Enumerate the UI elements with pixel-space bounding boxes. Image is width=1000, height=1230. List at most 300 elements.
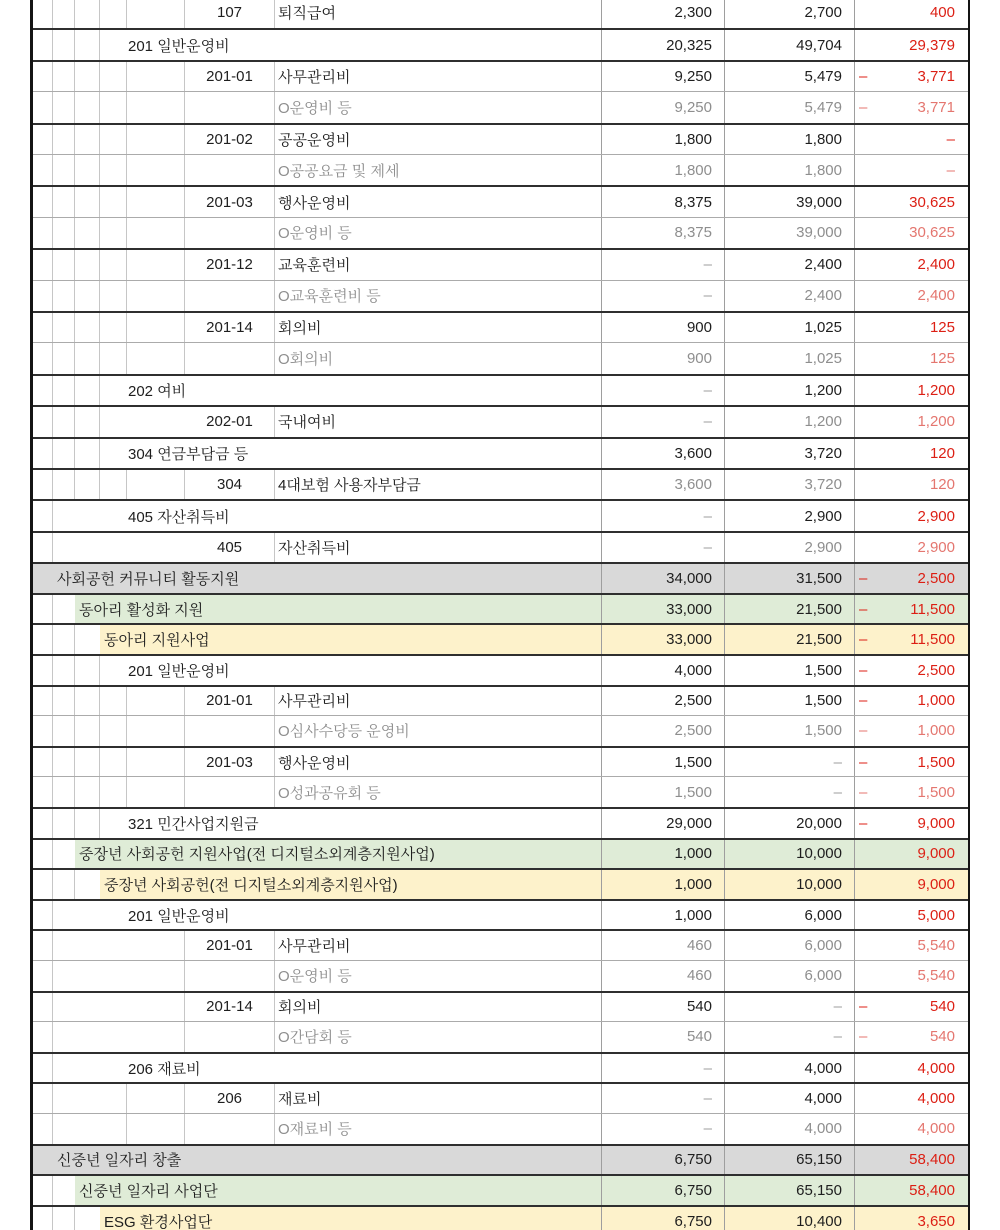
difference-cell bbox=[855, 1207, 968, 1230]
budget-before-cell: 1,000 bbox=[602, 901, 725, 930]
budget-after-cell: 5,479 bbox=[725, 62, 855, 91]
difference-value: 540 bbox=[929, 1028, 955, 1046]
indent-spacer bbox=[127, 313, 185, 342]
indent-spacer bbox=[127, 343, 185, 373]
account-code-cell bbox=[185, 1114, 275, 1144]
budget-after-cell: 4,000 bbox=[725, 1084, 855, 1113]
indent-spacer bbox=[53, 343, 75, 373]
indent-spacer bbox=[75, 155, 100, 185]
difference-value: 30,625 bbox=[909, 193, 955, 211]
budget-after-cell: 6,000 bbox=[725, 961, 855, 991]
table-row bbox=[33, 342, 968, 373]
difference-cell bbox=[855, 376, 968, 405]
table-row bbox=[33, 248, 968, 279]
item-name-cell: 201 일반운영비 bbox=[100, 30, 602, 59]
item-name-cell: 사회공헌 커뮤니티 활동지원 bbox=[33, 564, 602, 593]
difference-value: 1,000 bbox=[917, 692, 955, 710]
difference-cell bbox=[855, 343, 968, 373]
budget-after-cell: 2,700 bbox=[725, 0, 855, 28]
item-name-cell: 신중년 일자리 창출 bbox=[33, 1146, 602, 1175]
account-code-cell: 201-14 bbox=[185, 313, 275, 342]
budget-after-cell: – bbox=[725, 1022, 855, 1052]
item-name-cell: 교육훈련비 bbox=[275, 250, 602, 279]
account-code-cell bbox=[185, 92, 275, 122]
negative-sign: – bbox=[859, 1028, 868, 1046]
indent-spacer bbox=[100, 0, 127, 28]
indent-spacer bbox=[75, 656, 100, 685]
indent-spacer bbox=[53, 187, 75, 216]
negative-sign: – bbox=[859, 722, 868, 740]
budget-before-cell: 900 bbox=[602, 343, 725, 373]
indent-spacer bbox=[75, 687, 100, 716]
item-name-cell: 중장년 사회공헌 지원사업(전 디지털소외계층지원사업) bbox=[75, 840, 602, 869]
budget-before-cell: – bbox=[602, 1084, 725, 1113]
indent-spacer bbox=[75, 30, 100, 59]
indent-spacer bbox=[75, 281, 100, 311]
difference-value: 1,000 bbox=[917, 722, 955, 740]
negative-sign: – bbox=[859, 98, 868, 116]
indent-spacer bbox=[75, 343, 100, 373]
indent-spacer bbox=[127, 777, 185, 807]
negative-sign: – bbox=[859, 600, 868, 618]
item-name-cell: O간담회 등 bbox=[275, 1022, 602, 1052]
indent-spacer bbox=[33, 840, 53, 869]
indent-spacer bbox=[100, 155, 127, 185]
difference-cell bbox=[855, 901, 968, 930]
table-row bbox=[33, 991, 968, 1022]
budget-before-cell: – bbox=[602, 533, 725, 562]
budget-before-cell: 6,750 bbox=[602, 1176, 725, 1205]
indent-spacer bbox=[53, 125, 75, 154]
difference-value: 5,540 bbox=[917, 937, 955, 955]
table-row bbox=[33, 1174, 968, 1205]
budget-before-cell: 6,750 bbox=[602, 1146, 725, 1175]
indent-spacer bbox=[33, 0, 53, 28]
item-name-cell: 동아리 지원사업 bbox=[100, 625, 602, 654]
indent-spacer bbox=[75, 439, 100, 468]
difference-cell bbox=[855, 716, 968, 746]
indent-spacer bbox=[33, 501, 53, 530]
table-row bbox=[33, 0, 968, 28]
table-row bbox=[33, 1021, 968, 1052]
difference-cell bbox=[855, 92, 968, 122]
budget-before-cell: 1,800 bbox=[602, 125, 725, 154]
item-name-cell: O공공요금 및 제세 bbox=[275, 155, 602, 185]
indent-spacer bbox=[75, 218, 100, 248]
indent-spacer bbox=[33, 155, 53, 185]
item-name-cell: 202 여비 bbox=[100, 376, 602, 405]
table-row bbox=[33, 374, 968, 405]
indent-spacer bbox=[33, 1084, 53, 1113]
budget-after-cell: 2,400 bbox=[725, 281, 855, 311]
indent-spacer bbox=[100, 218, 127, 248]
budget-before-cell: 1,000 bbox=[602, 840, 725, 869]
item-name-cell: 405 자산취득비 bbox=[53, 501, 602, 530]
indent-spacer bbox=[53, 155, 75, 185]
budget-before-cell: 6,750 bbox=[602, 1207, 725, 1230]
budget-before-cell: 9,250 bbox=[602, 92, 725, 122]
indent-spacer bbox=[127, 187, 185, 216]
indent-spacer bbox=[33, 313, 53, 342]
budget-before-cell: – bbox=[602, 281, 725, 311]
item-name-cell: 201 일반운영비 bbox=[53, 901, 602, 930]
budget-before-cell: 540 bbox=[602, 993, 725, 1022]
budget-after-cell: 10,000 bbox=[725, 870, 855, 899]
indent-spacer bbox=[127, 687, 185, 716]
indent-spacer bbox=[100, 92, 127, 122]
indent-spacer bbox=[127, 92, 185, 122]
indent-spacer bbox=[53, 1207, 75, 1230]
indent-spacer bbox=[33, 125, 53, 154]
indent-spacer bbox=[53, 62, 75, 91]
budget-after-cell: 2,400 bbox=[725, 250, 855, 279]
difference-cell bbox=[855, 470, 968, 499]
difference-cell bbox=[855, 777, 968, 807]
budget-after-cell: 1,800 bbox=[725, 155, 855, 185]
difference-cell bbox=[855, 439, 968, 468]
indent-spacer bbox=[33, 748, 53, 777]
table-row bbox=[33, 807, 968, 838]
item-name-cell: 회의비 bbox=[275, 993, 602, 1022]
budget-before-cell: 34,000 bbox=[602, 564, 725, 593]
difference-value: – bbox=[946, 161, 955, 179]
indent-spacer bbox=[53, 533, 185, 562]
indent-spacer bbox=[127, 470, 185, 499]
indent-spacer bbox=[33, 1207, 53, 1230]
difference-value: 2,900 bbox=[917, 538, 955, 556]
indent-spacer bbox=[33, 870, 53, 899]
difference-cell bbox=[855, 656, 968, 685]
indent-spacer bbox=[75, 870, 100, 899]
difference-cell bbox=[855, 533, 968, 562]
table-row bbox=[33, 437, 968, 468]
budget-after-cell: 1,500 bbox=[725, 656, 855, 685]
account-code-cell: 206 bbox=[185, 1084, 275, 1113]
difference-cell bbox=[855, 1084, 968, 1113]
difference-value: 3,771 bbox=[917, 67, 955, 85]
indent-spacer bbox=[53, 1084, 127, 1113]
indent-spacer bbox=[75, 92, 100, 122]
account-code-cell: 201-14 bbox=[185, 993, 275, 1022]
difference-cell bbox=[855, 1054, 968, 1083]
indent-spacer bbox=[53, 777, 75, 807]
account-code-cell: 202-01 bbox=[185, 407, 275, 436]
indent-spacer bbox=[53, 993, 185, 1022]
indent-spacer bbox=[53, 625, 75, 654]
indent-spacer bbox=[75, 0, 100, 28]
item-name-cell: 재료비 bbox=[275, 1084, 602, 1113]
indent-spacer bbox=[100, 687, 127, 716]
difference-value: 58,400 bbox=[909, 1181, 955, 1199]
budget-before-cell: 900 bbox=[602, 313, 725, 342]
difference-value: 4,000 bbox=[917, 1090, 955, 1108]
indent-spacer bbox=[100, 125, 127, 154]
budget-before-cell: 3,600 bbox=[602, 470, 725, 499]
table-row bbox=[33, 715, 968, 746]
difference-value: 2,500 bbox=[917, 569, 955, 587]
budget-after-cell: 3,720 bbox=[725, 470, 855, 499]
indent-spacer bbox=[127, 716, 185, 746]
indent-spacer bbox=[33, 343, 53, 373]
indent-spacer bbox=[75, 748, 100, 777]
difference-value: 2,500 bbox=[917, 661, 955, 679]
table-row bbox=[33, 499, 968, 530]
indent-spacer bbox=[127, 218, 185, 248]
indent-spacer bbox=[53, 1022, 185, 1052]
budget-before-cell: 2,500 bbox=[602, 687, 725, 716]
table-row bbox=[33, 185, 968, 216]
difference-cell bbox=[855, 407, 968, 436]
account-code-cell bbox=[185, 343, 275, 373]
indent-spacer bbox=[33, 1054, 53, 1083]
difference-value: 125 bbox=[929, 350, 955, 368]
indent-spacer bbox=[33, 30, 53, 59]
item-name-cell: O심사수당등 운영비 bbox=[275, 716, 602, 746]
difference-cell bbox=[855, 313, 968, 342]
account-code-cell bbox=[185, 961, 275, 991]
indent-spacer bbox=[33, 1114, 53, 1144]
indent-spacer bbox=[33, 62, 53, 91]
negative-sign: – bbox=[859, 692, 868, 710]
table-row bbox=[33, 531, 968, 562]
indent-spacer bbox=[100, 313, 127, 342]
difference-value: 30,625 bbox=[909, 224, 955, 242]
indent-spacer bbox=[53, 1176, 75, 1205]
indent-spacer bbox=[53, 218, 75, 248]
budget-before-cell: 3,600 bbox=[602, 439, 725, 468]
indent-spacer bbox=[53, 870, 75, 899]
budget-before-cell: 460 bbox=[602, 961, 725, 991]
item-name-cell: O성과공유회 등 bbox=[275, 777, 602, 807]
item-name-cell: O교육훈련비 등 bbox=[275, 281, 602, 311]
budget-after-cell: – bbox=[725, 748, 855, 777]
negative-sign: – bbox=[859, 661, 868, 679]
negative-sign: – bbox=[859, 569, 868, 587]
indent-spacer bbox=[33, 1022, 53, 1052]
difference-cell bbox=[855, 625, 968, 654]
difference-value: 58,400 bbox=[909, 1151, 955, 1169]
difference-cell bbox=[855, 1022, 968, 1052]
indent-spacer bbox=[33, 250, 53, 279]
indent-spacer bbox=[33, 376, 53, 405]
account-code-cell: 107 bbox=[185, 0, 275, 28]
indent-spacer bbox=[53, 595, 75, 624]
item-name-cell: 사무관리비 bbox=[275, 62, 602, 91]
difference-cell bbox=[855, 1176, 968, 1205]
indent-spacer bbox=[53, 656, 75, 685]
budget-before-cell: 33,000 bbox=[602, 625, 725, 654]
budget-before-cell: – bbox=[602, 250, 725, 279]
indent-spacer bbox=[127, 748, 185, 777]
indent-spacer bbox=[75, 187, 100, 216]
indent-spacer bbox=[100, 250, 127, 279]
budget-before-cell: 1,000 bbox=[602, 870, 725, 899]
budget-before-cell: – bbox=[602, 407, 725, 436]
budget-after-cell: 31,500 bbox=[725, 564, 855, 593]
budget-after-cell: 1,025 bbox=[725, 313, 855, 342]
indent-spacer bbox=[33, 625, 53, 654]
negative-sign: – bbox=[859, 814, 868, 832]
budget-before-cell: 33,000 bbox=[602, 595, 725, 624]
indent-spacer bbox=[53, 931, 185, 960]
table-row bbox=[33, 746, 968, 777]
difference-value: 1,500 bbox=[917, 783, 955, 801]
indent-spacer bbox=[33, 218, 53, 248]
budget-after-cell: 4,000 bbox=[725, 1054, 855, 1083]
budget-after-cell: 39,000 bbox=[725, 218, 855, 248]
difference-cell bbox=[855, 809, 968, 838]
difference-cell bbox=[855, 1146, 968, 1175]
budget-after-cell: 4,000 bbox=[725, 1114, 855, 1144]
difference-value: 11,500 bbox=[910, 631, 955, 649]
difference-cell bbox=[855, 62, 968, 91]
indent-spacer bbox=[75, 1207, 100, 1230]
table-row bbox=[33, 123, 968, 154]
difference-value: 3,650 bbox=[917, 1212, 955, 1230]
difference-value: 120 bbox=[929, 476, 955, 494]
difference-cell bbox=[855, 250, 968, 279]
indent-spacer bbox=[33, 716, 53, 746]
difference-cell bbox=[855, 595, 968, 624]
indent-spacer bbox=[100, 716, 127, 746]
indent-spacer bbox=[53, 92, 75, 122]
item-name-cell: 사무관리비 bbox=[275, 687, 602, 716]
budget-after-cell: 6,000 bbox=[725, 901, 855, 930]
budget-after-cell: 2,900 bbox=[725, 533, 855, 562]
indent-spacer bbox=[33, 407, 53, 436]
account-code-cell bbox=[185, 777, 275, 807]
budget-after-cell: 21,500 bbox=[725, 625, 855, 654]
account-code-cell: 201-02 bbox=[185, 125, 275, 154]
difference-cell bbox=[855, 993, 968, 1022]
table-row bbox=[33, 623, 968, 654]
indent-spacer bbox=[75, 625, 100, 654]
budget-after-cell: 39,000 bbox=[725, 187, 855, 216]
difference-value: 4,000 bbox=[917, 1059, 955, 1077]
indent-spacer bbox=[53, 1114, 127, 1144]
item-name-cell: 공공운영비 bbox=[275, 125, 602, 154]
budget-after-cell: 1,200 bbox=[725, 407, 855, 436]
indent-spacer bbox=[100, 777, 127, 807]
budget-before-cell: 8,375 bbox=[602, 187, 725, 216]
account-code-cell: 201-01 bbox=[185, 931, 275, 960]
budget-before-cell: – bbox=[602, 1054, 725, 1083]
table-row bbox=[33, 1113, 968, 1144]
budget-after-cell: 1,500 bbox=[725, 687, 855, 716]
budget-before-cell: 1,500 bbox=[602, 777, 725, 807]
indent-spacer bbox=[53, 313, 75, 342]
negative-sign: – bbox=[859, 998, 868, 1016]
indent-spacer bbox=[75, 376, 100, 405]
indent-spacer bbox=[33, 92, 53, 122]
difference-value: 11,500 bbox=[910, 600, 955, 618]
indent-spacer bbox=[33, 1176, 53, 1205]
difference-value: 1,500 bbox=[917, 753, 955, 771]
item-name-cell: O회의비 bbox=[275, 343, 602, 373]
difference-value: 2,400 bbox=[917, 287, 955, 305]
difference-value: 4,000 bbox=[917, 1120, 955, 1138]
indent-spacer bbox=[53, 840, 75, 869]
budget-after-cell: 10,000 bbox=[725, 840, 855, 869]
budget-before-cell: 540 bbox=[602, 1022, 725, 1052]
budget-before-cell: – bbox=[602, 376, 725, 405]
budget-after-cell: 1,200 bbox=[725, 376, 855, 405]
indent-spacer bbox=[100, 281, 127, 311]
budget-before-cell: 1,800 bbox=[602, 155, 725, 185]
budget-before-cell: 460 bbox=[602, 931, 725, 960]
indent-spacer bbox=[53, 748, 75, 777]
account-code-cell: 201-01 bbox=[185, 62, 275, 91]
item-name-cell: 321 민간사업지원금 bbox=[100, 809, 602, 838]
budget-after-cell: 6,000 bbox=[725, 931, 855, 960]
budget-after-cell: 20,000 bbox=[725, 809, 855, 838]
budget-after-cell: 3,720 bbox=[725, 439, 855, 468]
account-code-cell: 405 bbox=[185, 533, 275, 562]
difference-value: 2,900 bbox=[917, 507, 955, 525]
budget-before-cell: 8,375 bbox=[602, 218, 725, 248]
table-row bbox=[33, 217, 968, 248]
table-row bbox=[33, 1144, 968, 1175]
table-row bbox=[33, 280, 968, 311]
indent-spacer bbox=[127, 1084, 185, 1113]
indent-spacer bbox=[100, 343, 127, 373]
difference-cell bbox=[855, 281, 968, 311]
indent-spacer bbox=[127, 0, 185, 28]
difference-value: 5,000 bbox=[917, 906, 955, 924]
difference-cell bbox=[855, 30, 968, 59]
budget-before-cell: – bbox=[602, 1114, 725, 1144]
difference-value: 1,200 bbox=[917, 381, 955, 399]
account-code-cell bbox=[185, 716, 275, 746]
indent-spacer bbox=[33, 931, 53, 960]
indent-spacer bbox=[53, 470, 75, 499]
budget-table bbox=[30, 0, 970, 1230]
budget-before-cell: 9,250 bbox=[602, 62, 725, 91]
indent-spacer bbox=[53, 439, 75, 468]
difference-value: 9,000 bbox=[917, 845, 955, 863]
budget-before-cell: 20,325 bbox=[602, 30, 725, 59]
item-name-cell: 206 재료비 bbox=[53, 1054, 602, 1083]
budget-before-cell: 29,000 bbox=[602, 809, 725, 838]
budget-after-cell: 1,800 bbox=[725, 125, 855, 154]
account-code-cell: 201-01 bbox=[185, 687, 275, 716]
table-row bbox=[33, 562, 968, 593]
difference-value: 125 bbox=[929, 319, 955, 337]
table-row bbox=[33, 593, 968, 624]
table-row bbox=[33, 868, 968, 899]
indent-spacer bbox=[75, 250, 100, 279]
indent-spacer bbox=[75, 470, 100, 499]
item-name-cell: 304 연금부담금 등 bbox=[100, 439, 602, 468]
item-name-cell: 자산취득비 bbox=[275, 533, 602, 562]
difference-cell bbox=[855, 931, 968, 960]
table-row bbox=[33, 1205, 968, 1230]
item-name-cell: O운영비 등 bbox=[275, 92, 602, 122]
difference-cell bbox=[855, 218, 968, 248]
item-name-cell: O운영비 등 bbox=[275, 961, 602, 991]
account-code-cell: 201-03 bbox=[185, 748, 275, 777]
table-row bbox=[33, 654, 968, 685]
difference-cell bbox=[855, 870, 968, 899]
budget-after-cell: 1,500 bbox=[725, 716, 855, 746]
item-name-cell: 행사운영비 bbox=[275, 187, 602, 216]
indent-spacer bbox=[100, 62, 127, 91]
indent-spacer bbox=[127, 125, 185, 154]
difference-value: 3,771 bbox=[917, 98, 955, 116]
difference-cell bbox=[855, 687, 968, 716]
item-name-cell: 중장년 사회공헌(전 디지털소외계층지원사업) bbox=[100, 870, 602, 899]
indent-spacer bbox=[100, 748, 127, 777]
